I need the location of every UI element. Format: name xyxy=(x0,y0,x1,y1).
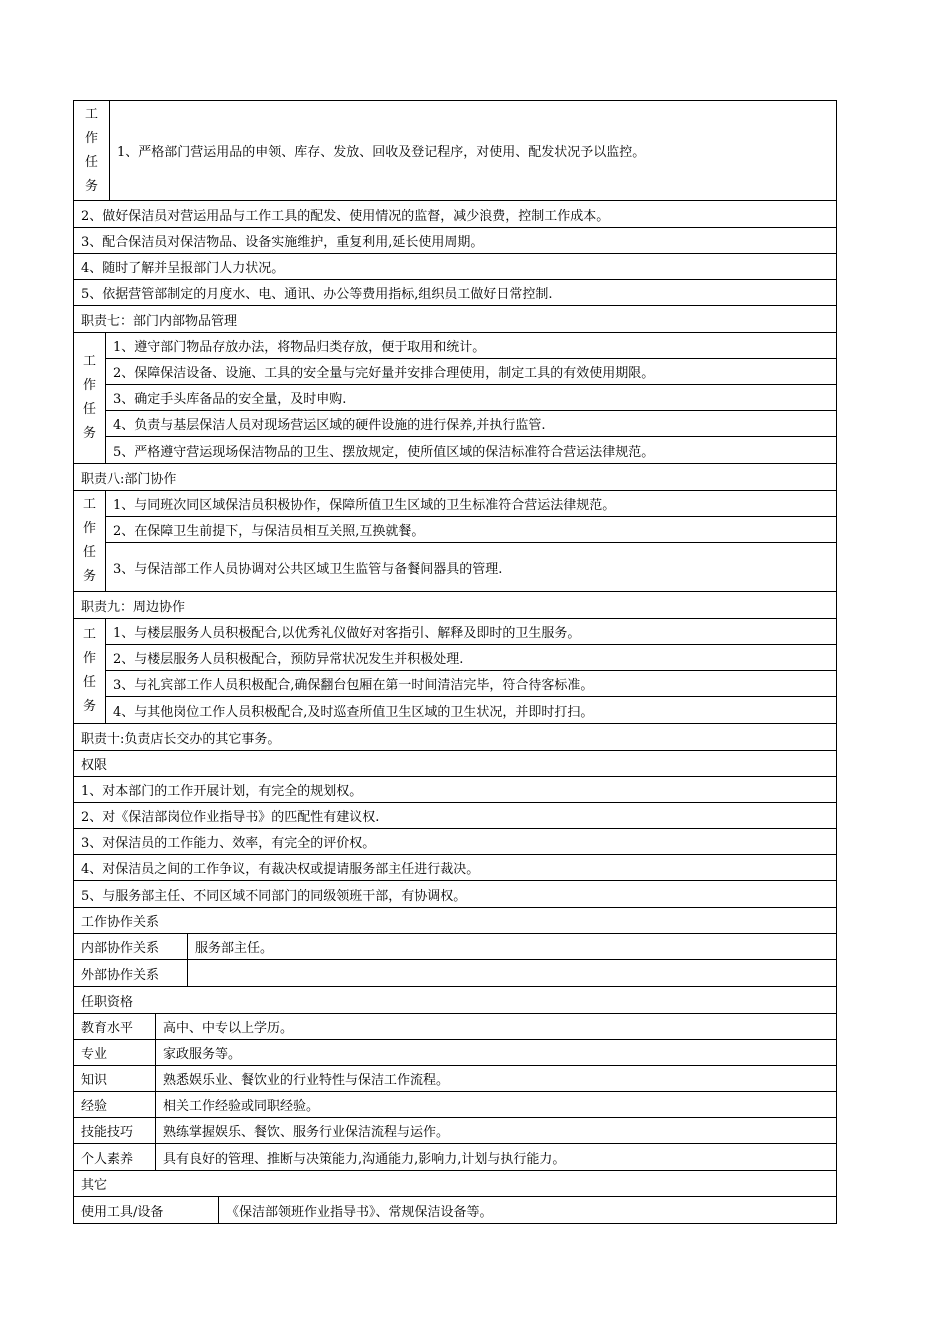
job-description-table xyxy=(73,100,837,1224)
qualification-value: 熟练掌握娱乐、餐饮、服务行业保洁流程与运作。 xyxy=(163,1125,450,1140)
list-item: 3、配合保洁员对保洁物品、设备实施维护，重复利用,延长使用周期。 xyxy=(81,235,484,250)
task-item: 2、保障保洁设备、设施、工具的安全量与完好量并安排合理使用，制定工具的有效使用期限。 xyxy=(113,366,655,381)
qualification-value: 高中、中专以上学历。 xyxy=(163,1021,294,1036)
relations-block xyxy=(73,907,837,986)
task-item: 2、在保障卫生前提下，与保洁员相互关照,互换就餐。 xyxy=(113,524,425,539)
section-title: 工作协作关系 xyxy=(81,915,160,930)
relation-label: 外部协作关系 xyxy=(74,960,188,986)
other-block xyxy=(73,1170,837,1224)
qualification-value: 熟悉娱乐业、餐饮业的行业特性与保洁工作流程。 xyxy=(163,1073,450,1088)
authority-block xyxy=(73,750,837,907)
task-item: 1、与同班次同区域保洁员积极协作，保障所值卫生区域的卫生标准符合营运法律规范。 xyxy=(113,498,616,513)
duty7-block xyxy=(73,332,837,463)
relation-value xyxy=(188,960,836,986)
qualification-label: 技能技巧 xyxy=(74,1118,156,1143)
relation-value: 服务部主任。 xyxy=(195,941,274,956)
task-item: 4、与其他岗位工作人员积极配合,及时巡查所值卫生区域的卫生状况，并即时打扫。 xyxy=(113,704,594,720)
section1-items xyxy=(73,200,837,332)
relation-label: 内部协作关系 xyxy=(74,934,188,959)
duty-title: 职责十:负责店长交办的其它事务。 xyxy=(81,731,281,747)
task-item: 3、与礼宾部工作人员积极配合,确保翻台包厢在第一时间清洁完毕，符合待客标准。 xyxy=(113,678,594,693)
task-vertical-label: 工 作 任 务 xyxy=(74,619,106,723)
duty-title: 职责九：周边协作 xyxy=(81,599,186,615)
qualifications-block xyxy=(73,986,837,1170)
task-item: 1、遵守部门物品存放办法，将物品归类存放，便于取用和统计。 xyxy=(113,340,486,355)
task-text: 1、严格部门营运用品的申领、库存、发放、回收及登记程序，对使用、配发状况予以监控。 xyxy=(117,145,646,160)
list-item: 2、对《保洁部岗位作业指导书》的匹配性有建议权. xyxy=(81,810,380,825)
duty9-block xyxy=(73,591,837,723)
duty10-block xyxy=(73,723,837,750)
task-item: 1、与楼层服务人员积极配合,以优秀礼仪做好对客指引、解释及即时的卫生服务。 xyxy=(113,626,581,641)
list-item: 5、依据营管部制定的月度水、电、通讯、办公等费用指标,组织员工做好日常控制. xyxy=(81,287,553,302)
section-title: 其它 xyxy=(81,1178,108,1193)
duty8-block xyxy=(73,463,837,591)
list-item: 1、对本部门的工作开展计划，有完全的规划权。 xyxy=(81,784,363,799)
task-item: 4、负责与基层保洁人员对现场营运区域的硬件设施的进行保养,并执行监管. xyxy=(113,418,546,433)
list-item: 4、对保洁员之间的工作争议，有裁决权或提请服务部主任进行裁决。 xyxy=(81,862,480,877)
other-label: 使用工具/设备 xyxy=(74,1197,219,1223)
list-item: 5、与服务部主任、不同区域不同部门的同级领班干部，有协调权。 xyxy=(81,888,467,904)
list-item: 3、对保洁员的工作能力、效率，有完全的评价权。 xyxy=(81,836,376,851)
task-item: 3、确定手头库备品的安全量，及时申购. xyxy=(113,392,347,407)
qualification-value: 相关工作经验或同职经验。 xyxy=(163,1099,320,1114)
task-vertical-label: 工 作 任 务 xyxy=(74,491,106,591)
qualification-value: 具有良好的管理、推断与决策能力,沟通能力,影响力,计划与执行能力。 xyxy=(163,1151,566,1167)
qualification-label: 个人素养 xyxy=(74,1144,156,1170)
qualification-label: 知识 xyxy=(74,1066,156,1091)
qualification-label: 经验 xyxy=(74,1092,156,1117)
section-title: 任职资格 xyxy=(81,994,134,1010)
qualification-label: 专业 xyxy=(74,1040,156,1065)
duty-title: 职责七：部门内部物品管理 xyxy=(81,313,238,329)
task-block-1 xyxy=(73,100,837,200)
task-item: 2、与楼层服务人员积极配合，预防异常状况发生并积极处理. xyxy=(113,652,464,667)
qualification-value: 家政服务等。 xyxy=(163,1047,242,1062)
list-item: 2、做好保洁员对营运用品与工作工具的配发、使用情况的监督，减少浪费，控制工作成本。 xyxy=(81,208,610,224)
qualification-label: 教育水平 xyxy=(74,1014,156,1039)
list-item: 4、随时了解并呈报部门人力状况。 xyxy=(81,261,285,276)
other-value: 《保洁部领班作业指导书》、常规保洁设备等。 xyxy=(226,1204,493,1220)
duty-title: 职责八:部门协作 xyxy=(81,471,177,487)
task-vertical-label: 工 作 任 务 xyxy=(74,101,110,200)
task-item: 3、与保洁部工作人员协调对公共区域卫生监管与备餐间器具的管理. xyxy=(113,561,503,577)
task-item: 5、严格遵守营运现场保洁物品的卫生、摆放规定，使所值区域的保洁标准符合营运法律规范。 xyxy=(113,444,655,460)
task-vertical-label: 工 作 任 务 xyxy=(74,333,106,463)
section-title: 权限 xyxy=(81,758,108,773)
